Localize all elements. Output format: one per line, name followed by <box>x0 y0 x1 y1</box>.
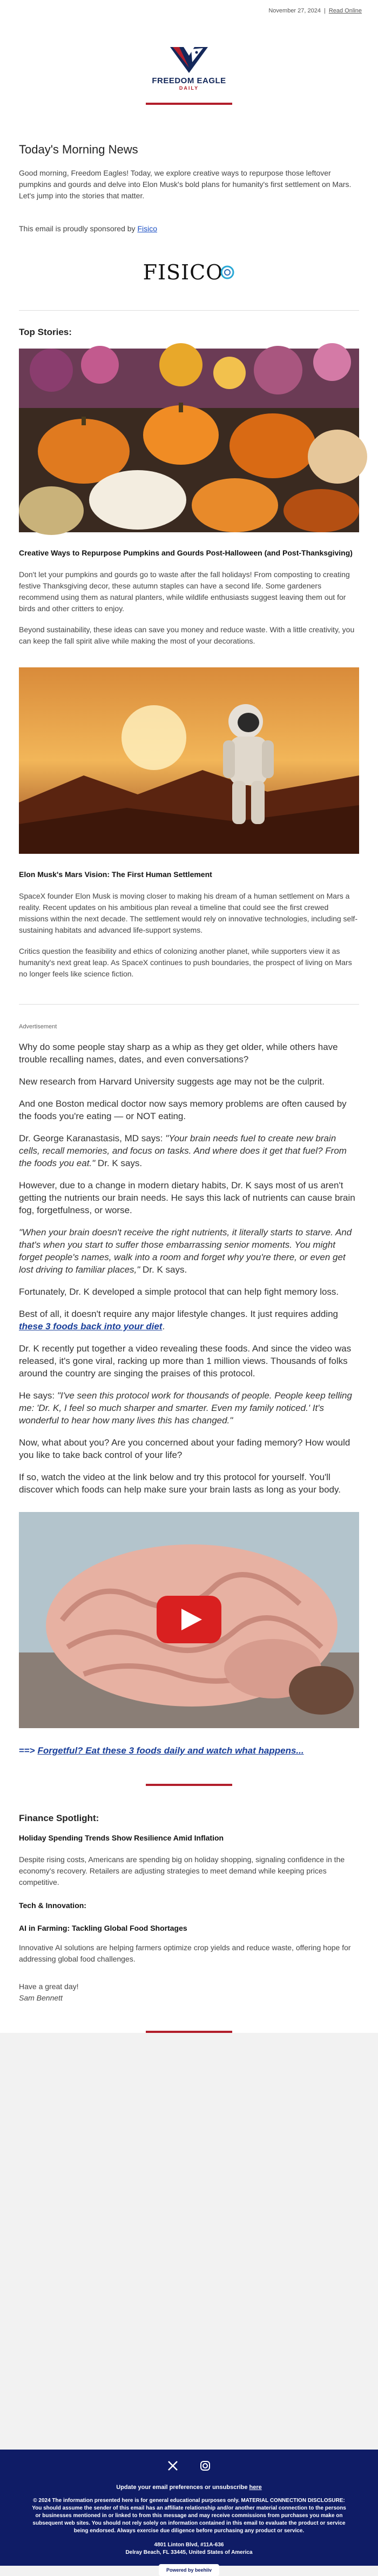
finance-paragraph: Despite rising costs, Americans are spending big on holiday shopping, signaling confidence in the economy's recovery. Retailers are adjusting strategies to meet demand while keeping prices competitive. <box>19 1855 345 1886</box>
read-online-link[interactable]: Read Online <box>328 8 362 14</box>
ad-quote: "Your brain needs fuel to create new brain cells, recall memories, and focus on tasks. And where does it get that fuel? From the foods you eat." <box>19 1133 347 1168</box>
sponsor-logo-text: FISICO <box>143 260 224 284</box>
ad-text: Best of all, it doesn't require any major lifestyle changes. It just requires adding <box>19 1309 338 1319</box>
sponsor-prefix: This email is proudly sponsored by <box>19 224 138 233</box>
header-divider <box>146 103 232 105</box>
ad-paragraph: Dr. K recently put together a video revealing these foods. And since the video was released, it's gone viral, racking up more than 1 million views. Thousands of folks around the country are singing the praises of this protocol. <box>19 1343 352 1379</box>
advertisement-label: Advertisement <box>19 1023 57 1030</box>
tech-subheading: AI in Farming: Tackling Global Food Shortages <box>19 1924 187 1932</box>
brain-video-thumbnail[interactable] <box>19 1512 359 1728</box>
ad-paragraph: Fortunately, Dr. K developed a simple protocol that can help fight memory loss. <box>19 1287 339 1297</box>
address-line-1: 4801 Linton Blvd, #11A-636 <box>154 2542 224 2548</box>
ad-paragraph <box>19 1389 359 1427</box>
signoff: Have a great day! <box>19 1982 79 1991</box>
intro-greeting: Good morning, Freedom Eagles! Today, we explore creative ways to repurpose those leftover pumpkins and gourds and delve into Elon Musk's bold plans for humanity's first settlement on Mars. Let's jump into the stories that matter. <box>19 169 352 200</box>
ad-paragraph: If so, watch the video at the link below and try this protocol for yourself. You'll discover which foods can help make sure your brain lasts as long as your body. <box>19 1472 341 1495</box>
unsubscribe-link[interactable]: here <box>249 2484 262 2491</box>
pumpkins-illustration <box>19 349 359 532</box>
disclaimer: © 2024 The information presented here is for general educational purposes only. MATERIAL CONNECTION DISCLOSURE: You should assume the sender of this email has an affiliate relationship and/or another material connection to the persons or businesses mentioned in or linked to from this message and may receive commissions from purchases you make on subsequent web sites. You should not rely solely on information contained in this email to evaluate the product or service being endorsed. Always exercise due diligence before purchasing any product or service. <box>32 2498 346 2534</box>
social-links <box>0 2450 378 2474</box>
ad-text: He says: <box>19 1390 57 1401</box>
instagram-icon[interactable] <box>200 2460 211 2474</box>
section-divider <box>19 1004 359 1005</box>
ad-quote: "I've seen this protocol work for thousands of people. People keep telling me: 'Dr. K, I feel so much sharper and smarter. Even my family noticed.' It's wonderful to hear how many lives this has changed." <box>19 1390 352 1426</box>
three-foods-link[interactable]: these 3 foods back into your diet <box>19 1321 163 1332</box>
ad-paragraph: Why do some people stay sharp as a whip as they get older, while others have trouble recalling names, dates, and even conversations? <box>19 1042 338 1065</box>
forgetful-video-link[interactable]: Forgetful? Eat these 3 foods daily and watch what happens... <box>37 1745 304 1756</box>
pumpkin-story-paragraph: Beyond sustainability, these ideas can save you money and reduce waste. With a little creativity, you can keep the fall spirit alive while making the most of your decorations. <box>19 625 355 645</box>
preferences-line <box>0 2484 378 2491</box>
ad-paragraph: New research from Harvard University suggests age may not be the culprit. <box>19 1076 325 1087</box>
signature: Sam Bennett <box>19 1993 63 2002</box>
top-bar <box>0 0 378 22</box>
ad-paragraph: Now, what about you? Are you concerned about your fading memory? How would you like to take back control of your life? <box>19 1437 350 1460</box>
ad-text: . <box>162 1321 165 1332</box>
sponsor-link[interactable]: Fisico <box>137 224 157 233</box>
issue-date: November 27, 2024 <box>268 8 321 14</box>
play-button[interactable] <box>157 1596 221 1643</box>
brand-logo[interactable] <box>0 22 378 103</box>
tech-heading: Tech & Innovation: <box>19 1901 86 1910</box>
mars-story-title: Elon Musk's Mars Vision: The First Human Settlement <box>19 870 212 879</box>
sponsor-line <box>19 223 359 235</box>
page-title: Today's Morning News <box>19 143 138 156</box>
ad-paragraph <box>19 1226 359 1276</box>
address-line-2: Delray Beach, FL 33445, United States of America <box>125 2550 253 2555</box>
finance-heading: Finance Spotlight: <box>19 1813 99 1823</box>
powered-by-beehiiv-badge[interactable]: Powered by beehiiv <box>159 2564 219 2576</box>
separator: | <box>323 8 326 14</box>
logo-title: FREEDOM EAGLE <box>152 76 226 85</box>
ad-end-divider <box>146 1784 232 1786</box>
ad-cta <box>19 1744 359 1757</box>
pumpkin-story-paragraph: Don't let your pumpkins and gourds go to waste after the fall holidays! From composting to creating festive Thanksgiving decor, these autumn staples can have a second life. Some gardeners recommend using them as natural planters, while wildlife enthusiasts suggest leaving them out for birds and other critters to enjoy. <box>19 570 350 613</box>
logo-subtitle: DAILY <box>179 85 199 91</box>
ad-quote-intro: Dr. George Karanastasis, MD says: <box>19 1133 166 1143</box>
eagle-logo-icon <box>167 46 211 74</box>
preferences-text: Update your email preferences or unsubscribe <box>116 2484 249 2491</box>
x-icon[interactable] <box>167 2460 178 2474</box>
ad-paragraph <box>19 1308 359 1333</box>
section-divider <box>19 310 359 311</box>
ad-quote-attribution: Dr. K says. <box>140 1264 187 1275</box>
sponsor-swirl-icon <box>220 265 235 280</box>
ad-paragraph: And one Boston medical doctor now says memory problems are often caused by the foods you're eating — or NOT eating. <box>19 1099 347 1121</box>
footer-divider <box>146 2031 232 2033</box>
astronaut-illustration <box>19 667 359 854</box>
ad-paragraph <box>19 1132 359 1169</box>
mars-story-paragraph: Critics question the feasibility and ethics of colonizing another planet, while supporters view it as humanity's next great leap. As SpaceX continues to push boundaries, the prospect of living on Mars no longer feels like science fiction. <box>19 947 352 978</box>
finance-subheading: Holiday Spending Trends Show Resilience Amid Inflation <box>19 1834 224 1842</box>
mars-story-paragraph: SpaceX founder Elon Musk is moving closer to making his dream of a human settlement on Mars a reality. Recent updates on his ambitious plan reveal a timeline that could see the first crewed missions within the next decade. The settlement would rely on innovative technologies, including self-sustaining habitats and advanced life-support systems. <box>19 892 357 934</box>
top-stories-heading: Top Stories: <box>19 327 72 337</box>
tech-paragraph: Innovative AI solutions are helping farmers optimize crop yields and reduce waste, offering hope for addressing global food challenges. <box>19 1943 351 1963</box>
cta-arrow: ==> <box>19 1745 38 1756</box>
ad-paragraph: However, due to a change in modern dietary habits, Dr. K says most of us aren't getting the nutrients our brain needs. He says this lack of nutrients can cause brain fog, forgetfulness, or worse. <box>19 1180 355 1215</box>
footer <box>0 2450 378 2573</box>
pumpkin-story-title: Creative Ways to Repurpose Pumpkins and Gourds Post-Halloween (and Post-Thanksgiving) <box>19 548 353 557</box>
mars-story-image[interactable] <box>19 667 359 854</box>
ad-quote: "When your brain doesn't receive the right nutrients, it literally starts to starve. And that's when you start to suffer those embarrassing senior moments. You might forget people's names, walk into a room and forget why you're there, or even get lost driving to familiar places," <box>19 1227 352 1275</box>
sponsor-logo[interactable] <box>0 251 378 294</box>
pumpkin-story-image[interactable] <box>19 349 359 532</box>
ad-quote-attribution: Dr. K says. <box>95 1158 143 1168</box>
